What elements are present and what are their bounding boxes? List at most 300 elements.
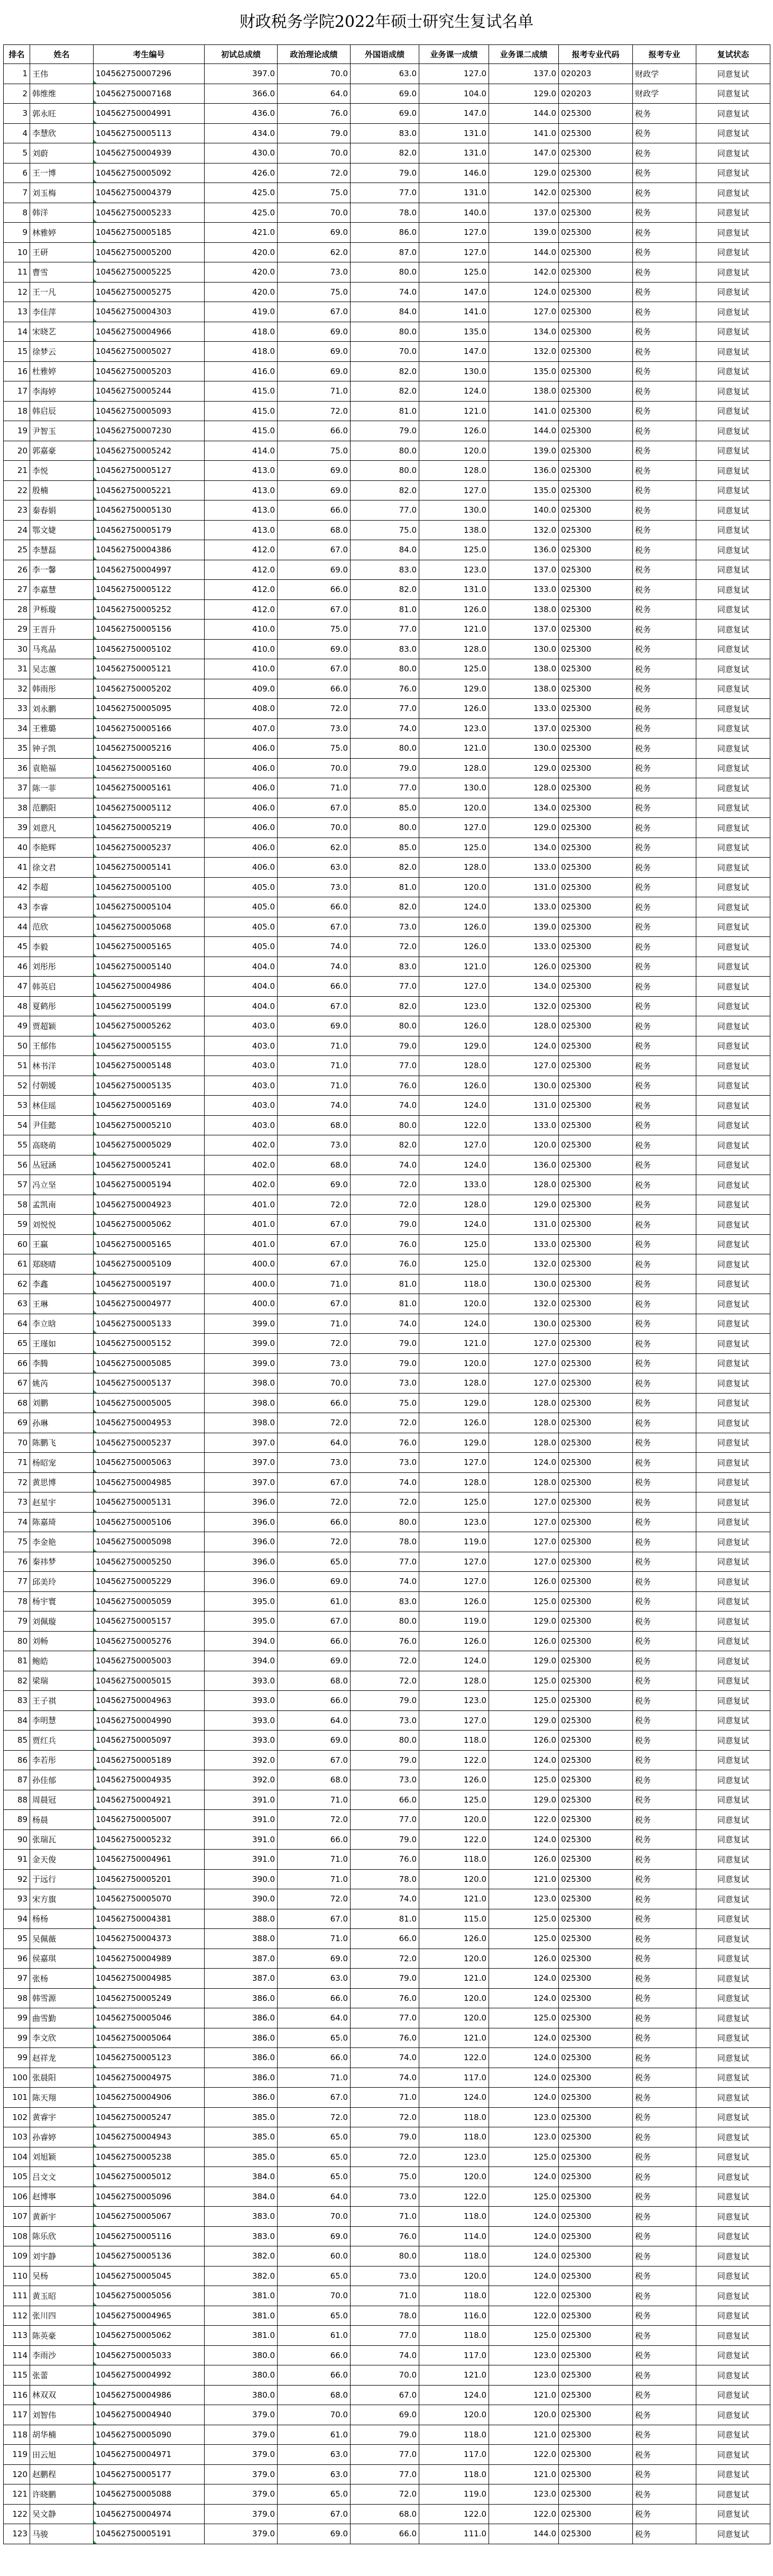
major-code-cell: 025300 [559, 2187, 633, 2207]
politics-score-cell: 73.0 [278, 1353, 351, 1373]
rank-cell: 41 [4, 858, 30, 878]
rank-cell: 18 [4, 401, 30, 421]
subject2-score-cell: 138.0 [489, 659, 559, 679]
name-cell: 张瑞瓦 [30, 1829, 94, 1850]
rank-cell: 31 [4, 659, 30, 679]
candidate-id-cell: 104562750004381 [94, 1909, 205, 1929]
table-row [4, 1155, 770, 1175]
language-score-cell: 77.0 [351, 2326, 419, 2346]
table-row [4, 739, 770, 759]
language-score-cell: 72.0 [351, 1195, 419, 1215]
language-score-cell: 74.0 [351, 1572, 419, 1592]
major-cell: 税务 [633, 2306, 696, 2326]
rank-cell: 85 [4, 1731, 30, 1751]
major-code-cell: 025300 [559, 104, 633, 124]
language-score-cell: 79.0 [351, 2127, 419, 2147]
subject1-score-cell: 120.0 [419, 877, 489, 897]
candidate-id-cell: 104562750004989 [94, 1949, 205, 1969]
total-score-cell: 386.0 [205, 2068, 278, 2088]
candidate-id-cell: 104562750005093 [94, 401, 205, 421]
subject1-score-cell: 126.0 [419, 1591, 489, 1612]
subject2-score-cell: 124.0 [489, 1969, 559, 1989]
name-cell: 王伟 [30, 64, 94, 84]
major-code-cell: 025300 [559, 2246, 633, 2266]
politics-score-cell: 71.0 [278, 1850, 351, 1870]
subject2-score-cell: 131.0 [489, 877, 559, 897]
rank-cell: 87 [4, 1770, 30, 1790]
subject2-score-cell: 139.0 [489, 441, 559, 461]
subject2-score-cell: 133.0 [489, 1234, 559, 1254]
table-row [4, 679, 770, 699]
major-cell: 税务 [633, 2405, 696, 2425]
major-code-cell: 025300 [559, 1829, 633, 1850]
language-score-cell: 73.0 [351, 2266, 419, 2286]
table-row [4, 1850, 770, 1870]
status-cell: 同意复试 [696, 1036, 770, 1056]
name-cell: 刘智伟 [30, 2405, 94, 2425]
status-cell: 同意复试 [696, 2345, 770, 2365]
table-row [4, 1076, 770, 1096]
candidate-id-cell: 104562750004953 [94, 1413, 205, 1433]
name-cell: 李佳萍 [30, 302, 94, 322]
total-score-cell: 406.0 [205, 739, 278, 759]
subject1-score-cell: 127.0 [419, 818, 489, 838]
total-score-cell: 425.0 [205, 203, 278, 223]
subject1-score-cell: 127.0 [419, 1572, 489, 1592]
table-row [4, 421, 770, 441]
language-score-cell: 80.0 [351, 1731, 419, 1751]
rank-cell: 45 [4, 937, 30, 957]
major-code-cell: 025300 [559, 1731, 633, 1751]
politics-score-cell: 70.0 [278, 2207, 351, 2227]
major-code-cell: 025300 [559, 1850, 633, 1870]
name-cell: 王赢 [30, 1234, 94, 1254]
rank-cell: 29 [4, 620, 30, 640]
name-cell: 孙琳 [30, 1413, 94, 1433]
candidate-id-cell: 104562750005137 [94, 1373, 205, 1394]
rank-cell: 10 [4, 242, 30, 262]
major-cell: 税务 [633, 659, 696, 679]
candidate-id-cell: 104562750005131 [94, 1492, 205, 1513]
subject1-score-cell: 126.0 [419, 1631, 489, 1651]
candidate-id-cell: 104562750005133 [94, 1314, 205, 1334]
status-cell: 同意复试 [696, 1096, 770, 1116]
language-score-cell: 82.0 [351, 361, 419, 381]
status-cell: 同意复试 [696, 2405, 770, 2425]
name-cell: 李立晗 [30, 1314, 94, 1334]
politics-score-cell: 69.0 [278, 223, 351, 243]
subject2-score-cell: 123.0 [489, 2127, 559, 2147]
politics-score-cell: 67.0 [278, 1612, 351, 1632]
name-cell: 黄新宇 [30, 2207, 94, 2227]
subject2-score-cell: 122.0 [489, 2306, 559, 2326]
candidate-id-cell: 104562750005085 [94, 1353, 205, 1373]
major-cell: 税务 [633, 203, 696, 223]
major-code-cell: 025300 [559, 1373, 633, 1394]
name-cell: 赵鹏程 [30, 2464, 94, 2484]
subject1-score-cell: 126.0 [419, 1076, 489, 1096]
language-score-cell: 80.0 [351, 1016, 419, 1036]
table-row [4, 1115, 770, 1135]
subject2-score-cell: 127.0 [489, 1552, 559, 1572]
major-code-cell: 025300 [559, 1750, 633, 1770]
major-code-cell: 025300 [559, 2207, 633, 2227]
name-cell: 侯嘉琪 [30, 1949, 94, 1969]
status-cell: 同意复试 [696, 1334, 770, 1354]
language-score-cell: 80.0 [351, 1512, 419, 1532]
major-cell: 税务 [633, 877, 696, 897]
name-cell: 尹智玉 [30, 421, 94, 441]
language-score-cell: 68.0 [351, 2504, 419, 2524]
subject2-score-cell: 129.0 [489, 1790, 559, 1810]
subject1-score-cell: 126.0 [419, 937, 489, 957]
name-cell: 刘玉梅 [30, 183, 94, 203]
candidate-id-cell: 104562750004986 [94, 2385, 205, 2405]
politics-score-cell: 66.0 [278, 421, 351, 441]
subject2-score-cell: 126.0 [489, 1731, 559, 1751]
politics-score-cell: 65.0 [278, 2484, 351, 2505]
major-cell: 税务 [633, 718, 696, 739]
subject2-score-cell: 130.0 [489, 739, 559, 759]
major-cell: 税务 [633, 2524, 696, 2544]
subject1-score-cell: 127.0 [419, 1710, 489, 1731]
subject2-score-cell: 128.0 [489, 1433, 559, 1453]
major-cell: 财政学 [633, 64, 696, 84]
candidate-id-cell: 104562750005237 [94, 838, 205, 858]
subject1-score-cell: 111.0 [419, 2524, 489, 2544]
candidate-id-cell: 104562750004974 [94, 2504, 205, 2524]
table-row [4, 2226, 770, 2246]
rank-cell: 50 [4, 1036, 30, 1056]
name-cell: 赵博寧 [30, 2187, 94, 2207]
total-score-cell: 391.0 [205, 1810, 278, 1830]
rank-cell: 20 [4, 441, 30, 461]
name-cell: 张蕾 [30, 2365, 94, 2386]
status-cell: 同意复试 [696, 381, 770, 402]
table-row [4, 1334, 770, 1354]
politics-score-cell: 68.0 [278, 520, 351, 540]
rank-cell: 55 [4, 1135, 30, 1155]
candidate-id-cell: 104562750005102 [94, 639, 205, 659]
major-cell: 税务 [633, 441, 696, 461]
major-cell: 税务 [633, 1373, 696, 1394]
total-score-cell: 391.0 [205, 1790, 278, 1810]
total-score-cell: 418.0 [205, 342, 278, 362]
candidate-id-cell: 104562750005160 [94, 758, 205, 778]
table-row [4, 599, 770, 620]
major-code-cell: 025300 [559, 798, 633, 818]
candidate-id-cell: 104562750005109 [94, 1254, 205, 1275]
subject2-score-cell: 124.0 [489, 2167, 559, 2187]
language-score-cell: 79.0 [351, 1691, 419, 1711]
candidate-id-cell: 104562750005116 [94, 2226, 205, 2246]
major-code-cell: 025300 [559, 461, 633, 481]
major-code-cell: 025300 [559, 1195, 633, 1215]
language-score-cell: 76.0 [351, 2226, 419, 2246]
rank-cell: 88 [4, 1790, 30, 1810]
column-header: 报考专业 [633, 45, 696, 64]
candidate-id-cell: 104562750004373 [94, 1929, 205, 1949]
subject2-score-cell: 123.0 [489, 2107, 559, 2127]
language-score-cell: 81.0 [351, 1274, 419, 1294]
major-code-cell: 025300 [559, 1512, 633, 1532]
politics-score-cell: 66.0 [278, 977, 351, 997]
table-row [4, 699, 770, 719]
major-code-cell: 025300 [559, 2484, 633, 2505]
status-cell: 同意复试 [696, 1651, 770, 1671]
subject1-score-cell: 117.0 [419, 2445, 489, 2465]
total-score-cell: 394.0 [205, 1651, 278, 1671]
rank-cell: 51 [4, 1056, 30, 1076]
language-score-cell: 70.0 [351, 2365, 419, 2386]
rank-cell: 43 [4, 897, 30, 917]
rank-cell: 7 [4, 183, 30, 203]
major-cell: 税务 [633, 1631, 696, 1651]
subject2-score-cell: 132.0 [489, 1254, 559, 1275]
total-score-cell: 403.0 [205, 1056, 278, 1076]
table-row [4, 2028, 770, 2048]
total-score-cell: 386.0 [205, 1988, 278, 2008]
total-score-cell: 413.0 [205, 480, 278, 500]
subject2-score-cell: 139.0 [489, 223, 559, 243]
subject1-score-cell: 130.0 [419, 361, 489, 381]
status-cell: 同意复试 [696, 1810, 770, 1830]
major-cell: 税务 [633, 798, 696, 818]
major-cell: 税务 [633, 2167, 696, 2187]
column-header: 报考专业代码 [559, 45, 633, 64]
name-cell: 殷楠 [30, 480, 94, 500]
name-cell: 赵祥龙 [30, 2048, 94, 2068]
subject2-score-cell: 125.0 [489, 1691, 559, 1711]
total-score-cell: 420.0 [205, 242, 278, 262]
politics-score-cell: 63.0 [278, 2445, 351, 2465]
major-code-cell: 025300 [559, 1334, 633, 1354]
candidate-id-cell: 104562750005165 [94, 1234, 205, 1254]
major-code-cell: 025300 [559, 540, 633, 560]
politics-score-cell: 70.0 [278, 2286, 351, 2306]
status-cell: 同意复试 [696, 2187, 770, 2207]
status-cell: 同意复试 [696, 1988, 770, 2008]
rank-cell: 65 [4, 1334, 30, 1354]
language-score-cell: 79.0 [351, 1969, 419, 1989]
rank-cell: 35 [4, 739, 30, 759]
language-score-cell: 73.0 [351, 1770, 419, 1790]
total-score-cell: 400.0 [205, 1254, 278, 1275]
total-score-cell: 412.0 [205, 599, 278, 620]
major-cell: 税务 [633, 1552, 696, 1572]
subject1-score-cell: 131.0 [419, 123, 489, 143]
rank-cell: 96 [4, 1949, 30, 1969]
rank-cell: 62 [4, 1274, 30, 1294]
name-cell: 李雨沙 [30, 2345, 94, 2365]
major-cell: 税务 [633, 2028, 696, 2048]
major-cell: 税务 [633, 1591, 696, 1612]
table-row [4, 282, 770, 302]
major-cell: 税务 [633, 500, 696, 521]
subject2-score-cell: 134.0 [489, 322, 559, 342]
subject2-score-cell: 134.0 [489, 977, 559, 997]
major-code-cell: 025300 [559, 1591, 633, 1612]
rank-cell: 91 [4, 1850, 30, 1870]
major-cell: 税务 [633, 1472, 696, 1492]
subject2-score-cell: 125.0 [489, 2326, 559, 2346]
subject2-score-cell: 121.0 [489, 2425, 559, 2445]
name-cell: 刘鹏 [30, 1393, 94, 1413]
table-row [4, 2405, 770, 2425]
candidate-id-cell: 104562750005100 [94, 877, 205, 897]
subject1-score-cell: 124.0 [419, 1314, 489, 1334]
major-code-cell: 025300 [559, 679, 633, 699]
politics-score-cell: 65.0 [278, 2028, 351, 2048]
subject1-score-cell: 126.0 [419, 421, 489, 441]
major-cell: 税务 [633, 480, 696, 500]
rank-cell: 101 [4, 2088, 30, 2108]
rank-cell: 44 [4, 917, 30, 937]
language-score-cell: 85.0 [351, 798, 419, 818]
candidate-id-cell: 104562750005096 [94, 2187, 205, 2207]
subject1-score-cell: 123.0 [419, 996, 489, 1016]
total-score-cell: 412.0 [205, 540, 278, 560]
name-cell: 尹佳懿 [30, 1115, 94, 1135]
politics-score-cell: 67.0 [278, 2088, 351, 2108]
major-cell: 税务 [633, 937, 696, 957]
total-score-cell: 410.0 [205, 620, 278, 640]
subject1-score-cell: 127.0 [419, 223, 489, 243]
total-score-cell: 399.0 [205, 1314, 278, 1334]
status-cell: 同意复试 [696, 421, 770, 441]
politics-score-cell: 65.0 [278, 2147, 351, 2167]
language-score-cell: 72.0 [351, 2147, 419, 2167]
table-body [4, 64, 770, 2544]
major-code-cell: 025300 [559, 1929, 633, 1949]
candidate-id-cell: 104562750005249 [94, 1988, 205, 2008]
politics-score-cell: 61.0 [278, 1591, 351, 1612]
subject1-score-cell: 121.0 [419, 620, 489, 640]
politics-score-cell: 75.0 [278, 282, 351, 302]
total-score-cell: 404.0 [205, 977, 278, 997]
name-cell: 张川四 [30, 2306, 94, 2326]
subject1-score-cell: 118.0 [419, 2207, 489, 2227]
major-code-cell: 025300 [559, 2345, 633, 2365]
table-row [4, 2385, 770, 2405]
major-cell: 税务 [633, 2385, 696, 2405]
major-code-cell: 025300 [559, 223, 633, 243]
status-cell: 同意复试 [696, 2524, 770, 2544]
name-cell: 吴佩薇 [30, 1929, 94, 1949]
language-score-cell: 63.0 [351, 64, 419, 84]
subject2-score-cell: 130.0 [489, 1314, 559, 1334]
status-cell: 同意复试 [696, 639, 770, 659]
subject1-score-cell: 120.0 [419, 798, 489, 818]
politics-score-cell: 66.0 [278, 1829, 351, 1850]
subject1-score-cell: 128.0 [419, 1195, 489, 1215]
politics-score-cell: 69.0 [278, 361, 351, 381]
subject1-score-cell: 123.0 [419, 560, 489, 580]
major-code-cell: 025300 [559, 877, 633, 897]
status-cell: 同意复试 [696, 659, 770, 679]
subject2-score-cell: 122.0 [489, 2504, 559, 2524]
major-cell: 税务 [633, 520, 696, 540]
subject1-score-cell: 140.0 [419, 203, 489, 223]
politics-score-cell: 66.0 [278, 1691, 351, 1711]
rank-cell: 103 [4, 2127, 30, 2147]
subject2-score-cell: 132.0 [489, 1294, 559, 1314]
language-score-cell: 72.0 [351, 1651, 419, 1671]
total-score-cell: 397.0 [205, 1433, 278, 1453]
page-title: 财政税务学院2022年硕士研究生复试名单 [239, 13, 534, 31]
subject2-score-cell: 120.0 [489, 1135, 559, 1155]
candidate-id-cell: 104562750005062 [94, 1215, 205, 1235]
status-cell: 同意复试 [696, 143, 770, 163]
language-score-cell: 82.0 [351, 480, 419, 500]
language-score-cell: 75.0 [351, 1393, 419, 1413]
major-code-cell: 025300 [559, 659, 633, 679]
politics-score-cell: 68.0 [278, 2385, 351, 2405]
subject1-score-cell: 120.0 [419, 1294, 489, 1314]
politics-score-cell: 67.0 [278, 659, 351, 679]
name-cell: 孟凯南 [30, 1195, 94, 1215]
total-score-cell: 413.0 [205, 500, 278, 521]
status-cell: 同意复试 [696, 2464, 770, 2484]
candidate-id-cell: 104562750005156 [94, 620, 205, 640]
subject1-score-cell: 125.0 [419, 262, 489, 283]
candidate-id-cell: 104562750005070 [94, 1889, 205, 1909]
candidate-id-cell: 104562750005165 [94, 937, 205, 957]
subject1-score-cell: 125.0 [419, 1492, 489, 1513]
status-cell: 同意复试 [696, 739, 770, 759]
rank-cell: 106 [4, 2187, 30, 2207]
candidate-id-cell: 104562750005122 [94, 580, 205, 600]
subject1-score-cell: 120.0 [419, 1869, 489, 1889]
language-score-cell: 80.0 [351, 322, 419, 342]
candidate-table [3, 44, 770, 2544]
major-cell: 税务 [633, 2147, 696, 2167]
politics-score-cell: 67.0 [278, 1215, 351, 1235]
status-cell: 同意复试 [696, 818, 770, 838]
status-cell: 同意复试 [696, 1234, 770, 1254]
politics-score-cell: 70.0 [278, 203, 351, 223]
candidate-id-cell: 104562750005199 [94, 996, 205, 1016]
name-cell: 邱美玲 [30, 1572, 94, 1592]
table-row [4, 620, 770, 640]
table-row [4, 1988, 770, 2008]
major-cell: 税务 [633, 1869, 696, 1889]
major-code-cell: 025300 [559, 1612, 633, 1632]
politics-score-cell: 72.0 [278, 401, 351, 421]
candidate-id-cell: 104562750005106 [94, 1512, 205, 1532]
name-cell: 韩洋 [30, 203, 94, 223]
subject2-score-cell: 129.0 [489, 1710, 559, 1731]
major-code-cell: 025300 [559, 2266, 633, 2286]
candidate-id-cell: 104562750005189 [94, 1750, 205, 1770]
rank-cell: 98 [4, 1988, 30, 2008]
total-score-cell: 388.0 [205, 1909, 278, 1929]
name-cell: 刘畅 [30, 1631, 94, 1651]
rank-cell: 47 [4, 977, 30, 997]
candidate-id-cell: 104562750004940 [94, 2405, 205, 2425]
name-cell: 张杨 [30, 1969, 94, 1989]
total-score-cell: 415.0 [205, 401, 278, 421]
total-score-cell: 405.0 [205, 917, 278, 937]
subject1-score-cell: 124.0 [419, 1155, 489, 1175]
total-score-cell: 393.0 [205, 1671, 278, 1691]
table-row [4, 163, 770, 183]
name-cell: 金天俊 [30, 1850, 94, 1870]
total-score-cell: 425.0 [205, 183, 278, 203]
name-cell: 王子祺 [30, 1691, 94, 1711]
major-code-cell: 025300 [559, 1254, 633, 1275]
rank-cell: 78 [4, 1591, 30, 1612]
